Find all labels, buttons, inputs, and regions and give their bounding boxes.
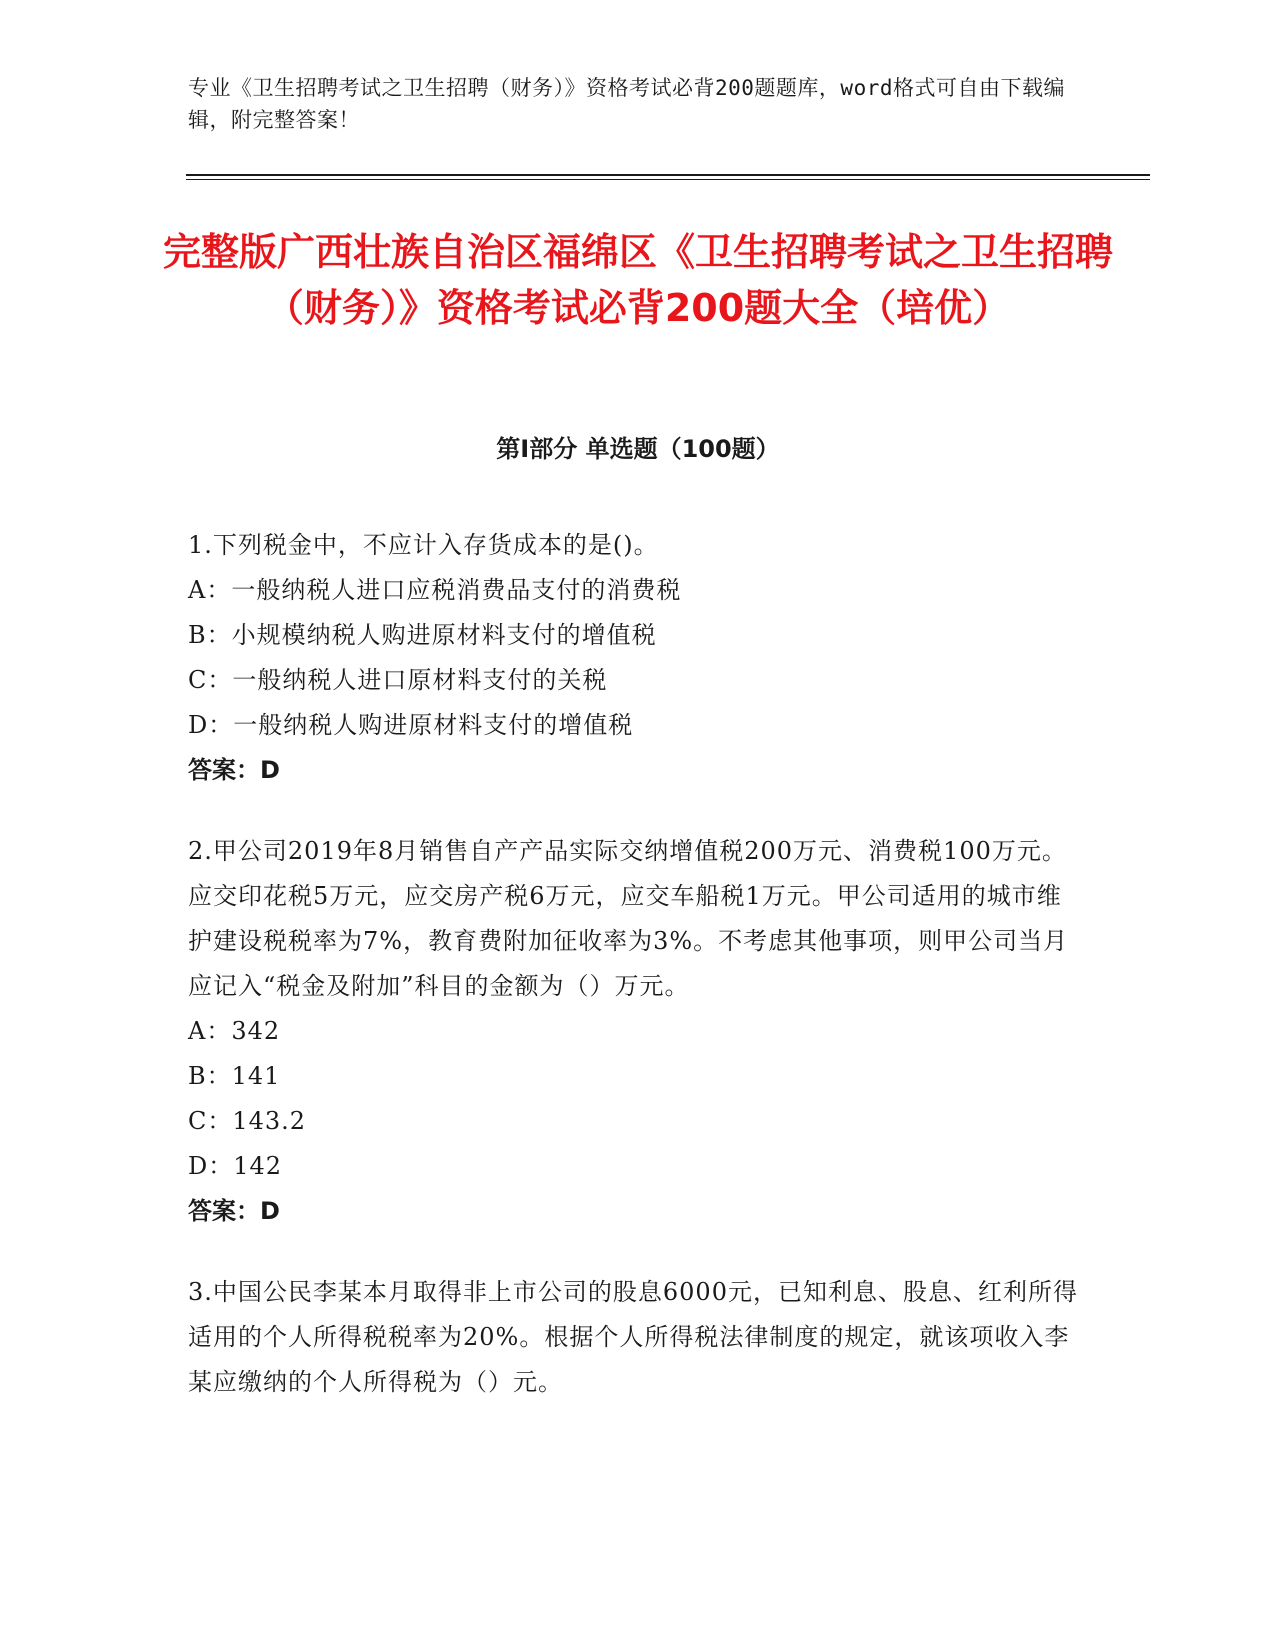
question-stem: 2.甲公司2019年8月销售自产产品实际交纳增值税200万元、消费税100万元。应交印花税5万元，应交房产税6万元，应交车船税1万元。甲公司适用的城市维护建设税税率为7%，教育费附加征收率为3%。不考虑其他事项，则甲公司当月应记入“税金及附加”科目的金额为（）万元。	[188, 837, 1069, 1000]
option-b: B：141	[188, 1062, 281, 1090]
answer: 答案：D	[188, 1197, 280, 1225]
question-3	[188, 1270, 1078, 1405]
option-a: A：342	[188, 1017, 281, 1045]
question-2	[188, 829, 1078, 1234]
section-title: 第I部分 单选题（100题）	[496, 435, 780, 463]
answer: 答案：D	[188, 756, 280, 784]
option-d: D：142	[188, 1152, 283, 1180]
header-divider-thick	[186, 174, 1150, 176]
question-stem: 3.中国公民李某本月取得非上市公司的股息6000元，已知利息、股息、红利所得适用的个人所得税税率为20%。根据个人所得税法律制度的规定，就该项收入李某应缴纳的个人所得税为（）元。	[188, 1278, 1078, 1396]
option-b: B：小规模纳税人购进原材料支付的增值税	[188, 621, 657, 649]
option-a: A：一般纳税人进口应税消费品支付的消费税	[188, 576, 682, 604]
header-divider-thin	[186, 179, 1150, 180]
question-1	[188, 523, 1078, 793]
header-note: 专业《卫生招聘考试之卫生招聘（财务）》资格考试必背200题题库，word格式可自由下载编辑，附完整答案！	[188, 76, 1065, 132]
question-stem: 1.下列税金中，不应计入存货成本的是()。	[188, 531, 659, 559]
option-c: C：143.2	[188, 1107, 307, 1135]
document-title: 完整版广西壮族自治区福绵区《卫生招聘考试之卫生招聘（财务）》资格考试必背200题大全（培优）	[162, 230, 1113, 330]
question-list	[188, 523, 1078, 1441]
option-d: D：一般纳税人购进原材料支付的增值税	[188, 711, 634, 739]
option-c: C：一般纳税人进口原材料支付的关税	[188, 666, 608, 694]
